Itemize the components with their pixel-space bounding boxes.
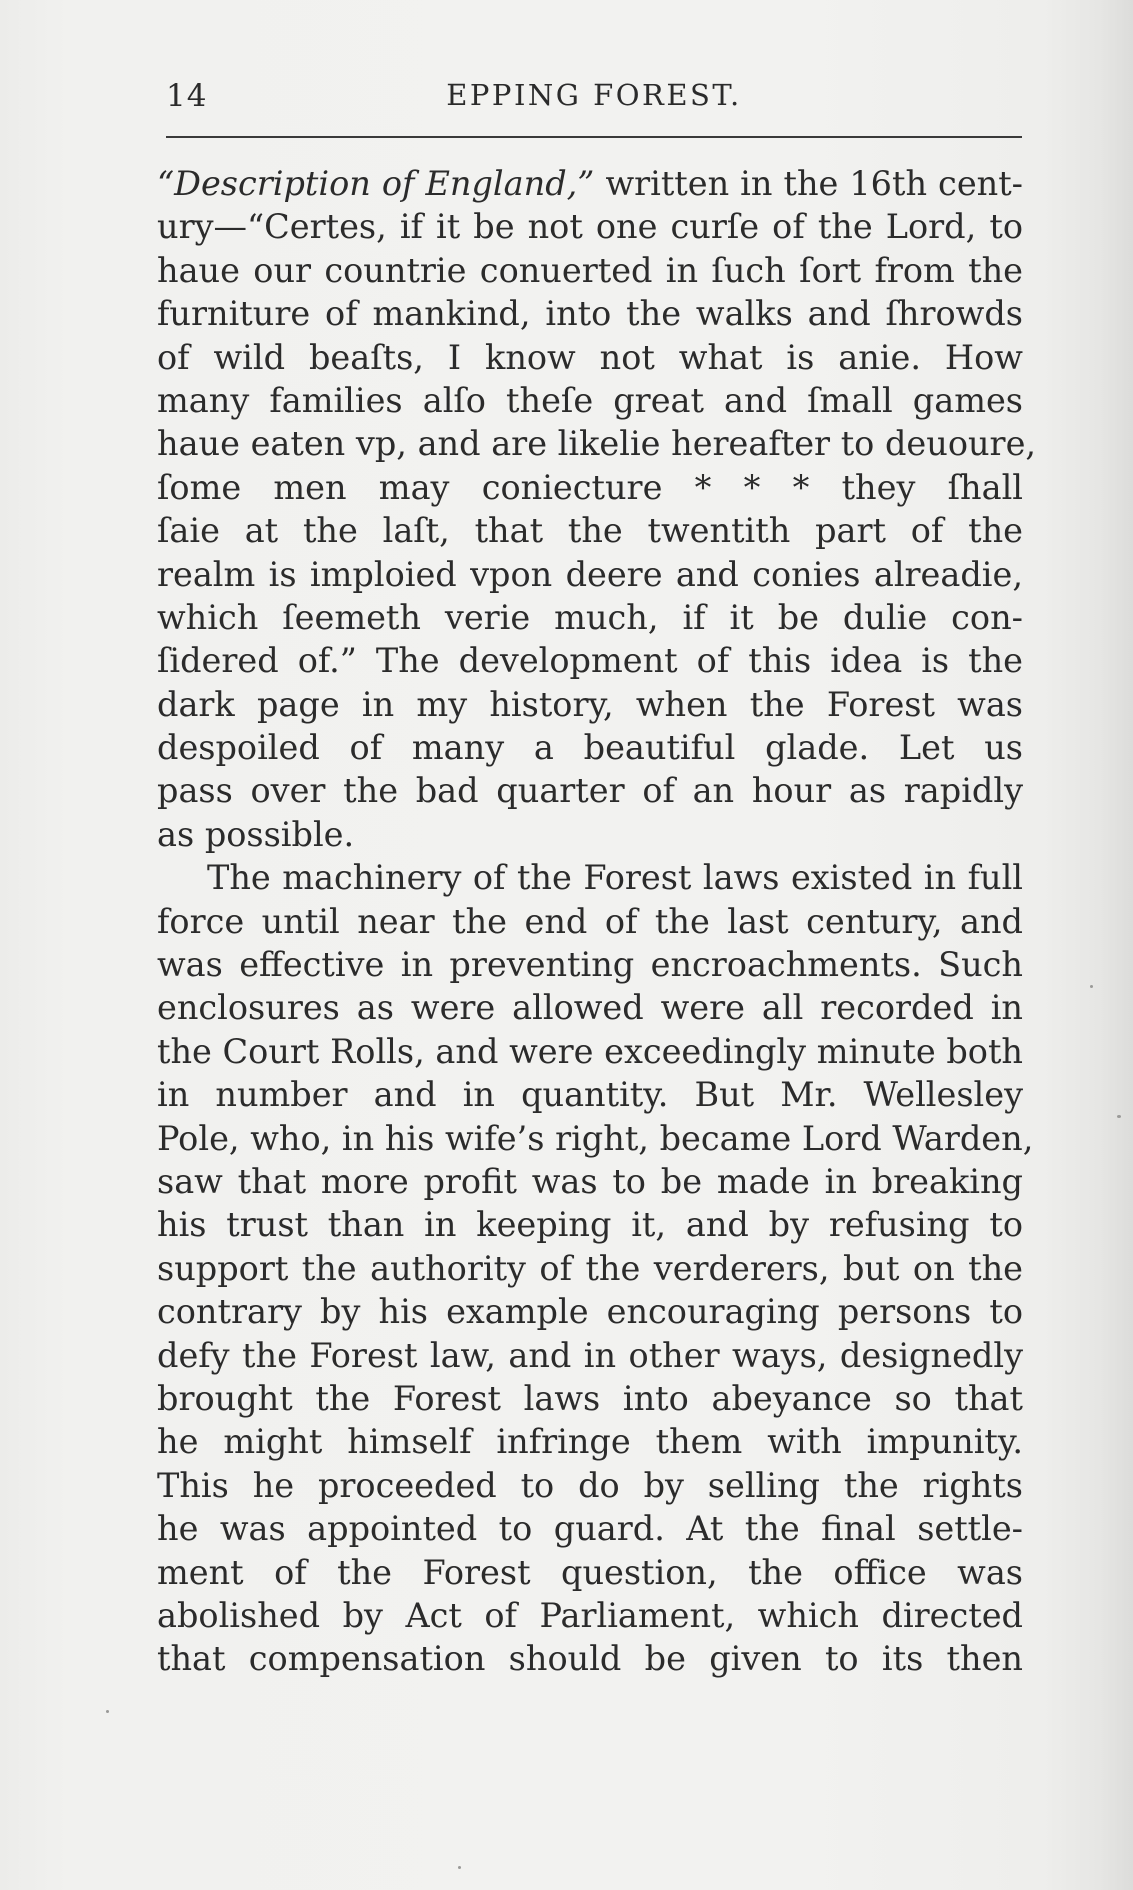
text-line: defy the Forest law, and in other ways, designedly xyxy=(157,1335,1023,1375)
page-number: 14 xyxy=(166,78,208,114)
text-line: his trust than in keeping it, and by refusing to xyxy=(157,1205,1023,1245)
text-line: haue our countrie conuerted in ſuch ſort from the xyxy=(157,250,1023,290)
text-line: pass over the bad quarter of an hour as rapidly xyxy=(157,771,1023,811)
text-line: was effective in preventing encroachments. Such xyxy=(157,945,1023,985)
text-line: enclosures as were allowed were all recorded in xyxy=(157,988,1023,1028)
text-line: ſome men may coniecture * * * they ſhall xyxy=(157,467,1023,507)
paper-speck xyxy=(458,1866,461,1869)
running-head xyxy=(166,78,1022,118)
text-line-content: written in the 16th cent- xyxy=(594,164,1023,203)
text-line: haue eaten vp, and are likelie hereafter to deuoure, xyxy=(157,424,1037,464)
text-line: in number and in quantity. But Mr. Wellesley xyxy=(157,1075,1023,1115)
text-line: despoiled of many a beautiful glade. Let us xyxy=(157,728,1023,768)
italic-title: “Description of England,” xyxy=(157,164,595,203)
running-head-title: EPPING FOREST. xyxy=(446,78,742,112)
text-line: dark page in my history, when the Forest was xyxy=(157,684,1023,724)
text-line: brought the Forest laws into abeyance so that xyxy=(157,1378,1023,1418)
text-line: contrary by his example encouraging persons to xyxy=(157,1292,1023,1332)
paragraph-first-line: The machinery of the Forest laws existed in full xyxy=(207,858,1023,898)
text-line: abolished by Act of Parliament, which directed xyxy=(157,1595,1023,1635)
text-line: saw that more profit was to be made in breaking xyxy=(157,1161,1023,1201)
text-line: This he proceeded to do by selling the rights xyxy=(157,1465,1023,1505)
text-line: furniture of mankind, into the walks and ſhrowds xyxy=(157,294,1023,334)
text-line: he might himself infringe them with impunity. xyxy=(157,1422,1023,1462)
text-line: the Court Rolls, and were exceedingly minute both xyxy=(157,1031,1023,1071)
text-line: he was appointed to guard. At the final settle- xyxy=(157,1509,1023,1549)
text-line: ſidered of.” The development of this idea is the xyxy=(157,641,1023,681)
text-line: that compensation should be given to its then xyxy=(157,1639,1023,1679)
text-line: of wild beaſts, I know not what is anie. How xyxy=(157,337,1023,377)
text-line: as possible. xyxy=(157,814,355,854)
header-rule xyxy=(166,136,1022,138)
text-line: which ſeemeth verie much, if it be dulie con- xyxy=(157,597,1023,637)
paper-speck xyxy=(1090,985,1093,988)
text-line: realm is imploied vpon deere and conies alreadie, xyxy=(157,554,1023,594)
text-line: support the authority of the verderers, but on the xyxy=(157,1248,1023,1288)
text-line: ſaie at the laſt, that the twentith part of the xyxy=(157,511,1023,551)
paper-speck xyxy=(1117,1115,1121,1118)
body-text xyxy=(157,162,1037,1681)
paper-speck xyxy=(106,1710,109,1713)
text-line: ury—“Certes, if it be not one curſe of the Lord, to xyxy=(157,207,1023,247)
text-line: Pole, who, in his wife’s right, became Lord Warden, xyxy=(157,1118,1034,1158)
text-line xyxy=(157,162,1023,205)
text-line: ment of the Forest question, the office was xyxy=(157,1552,1023,1592)
text-line: force until near the end of the last century, and xyxy=(157,901,1023,941)
text-line: many families alſo theſe great and ſmall games xyxy=(157,380,1023,420)
